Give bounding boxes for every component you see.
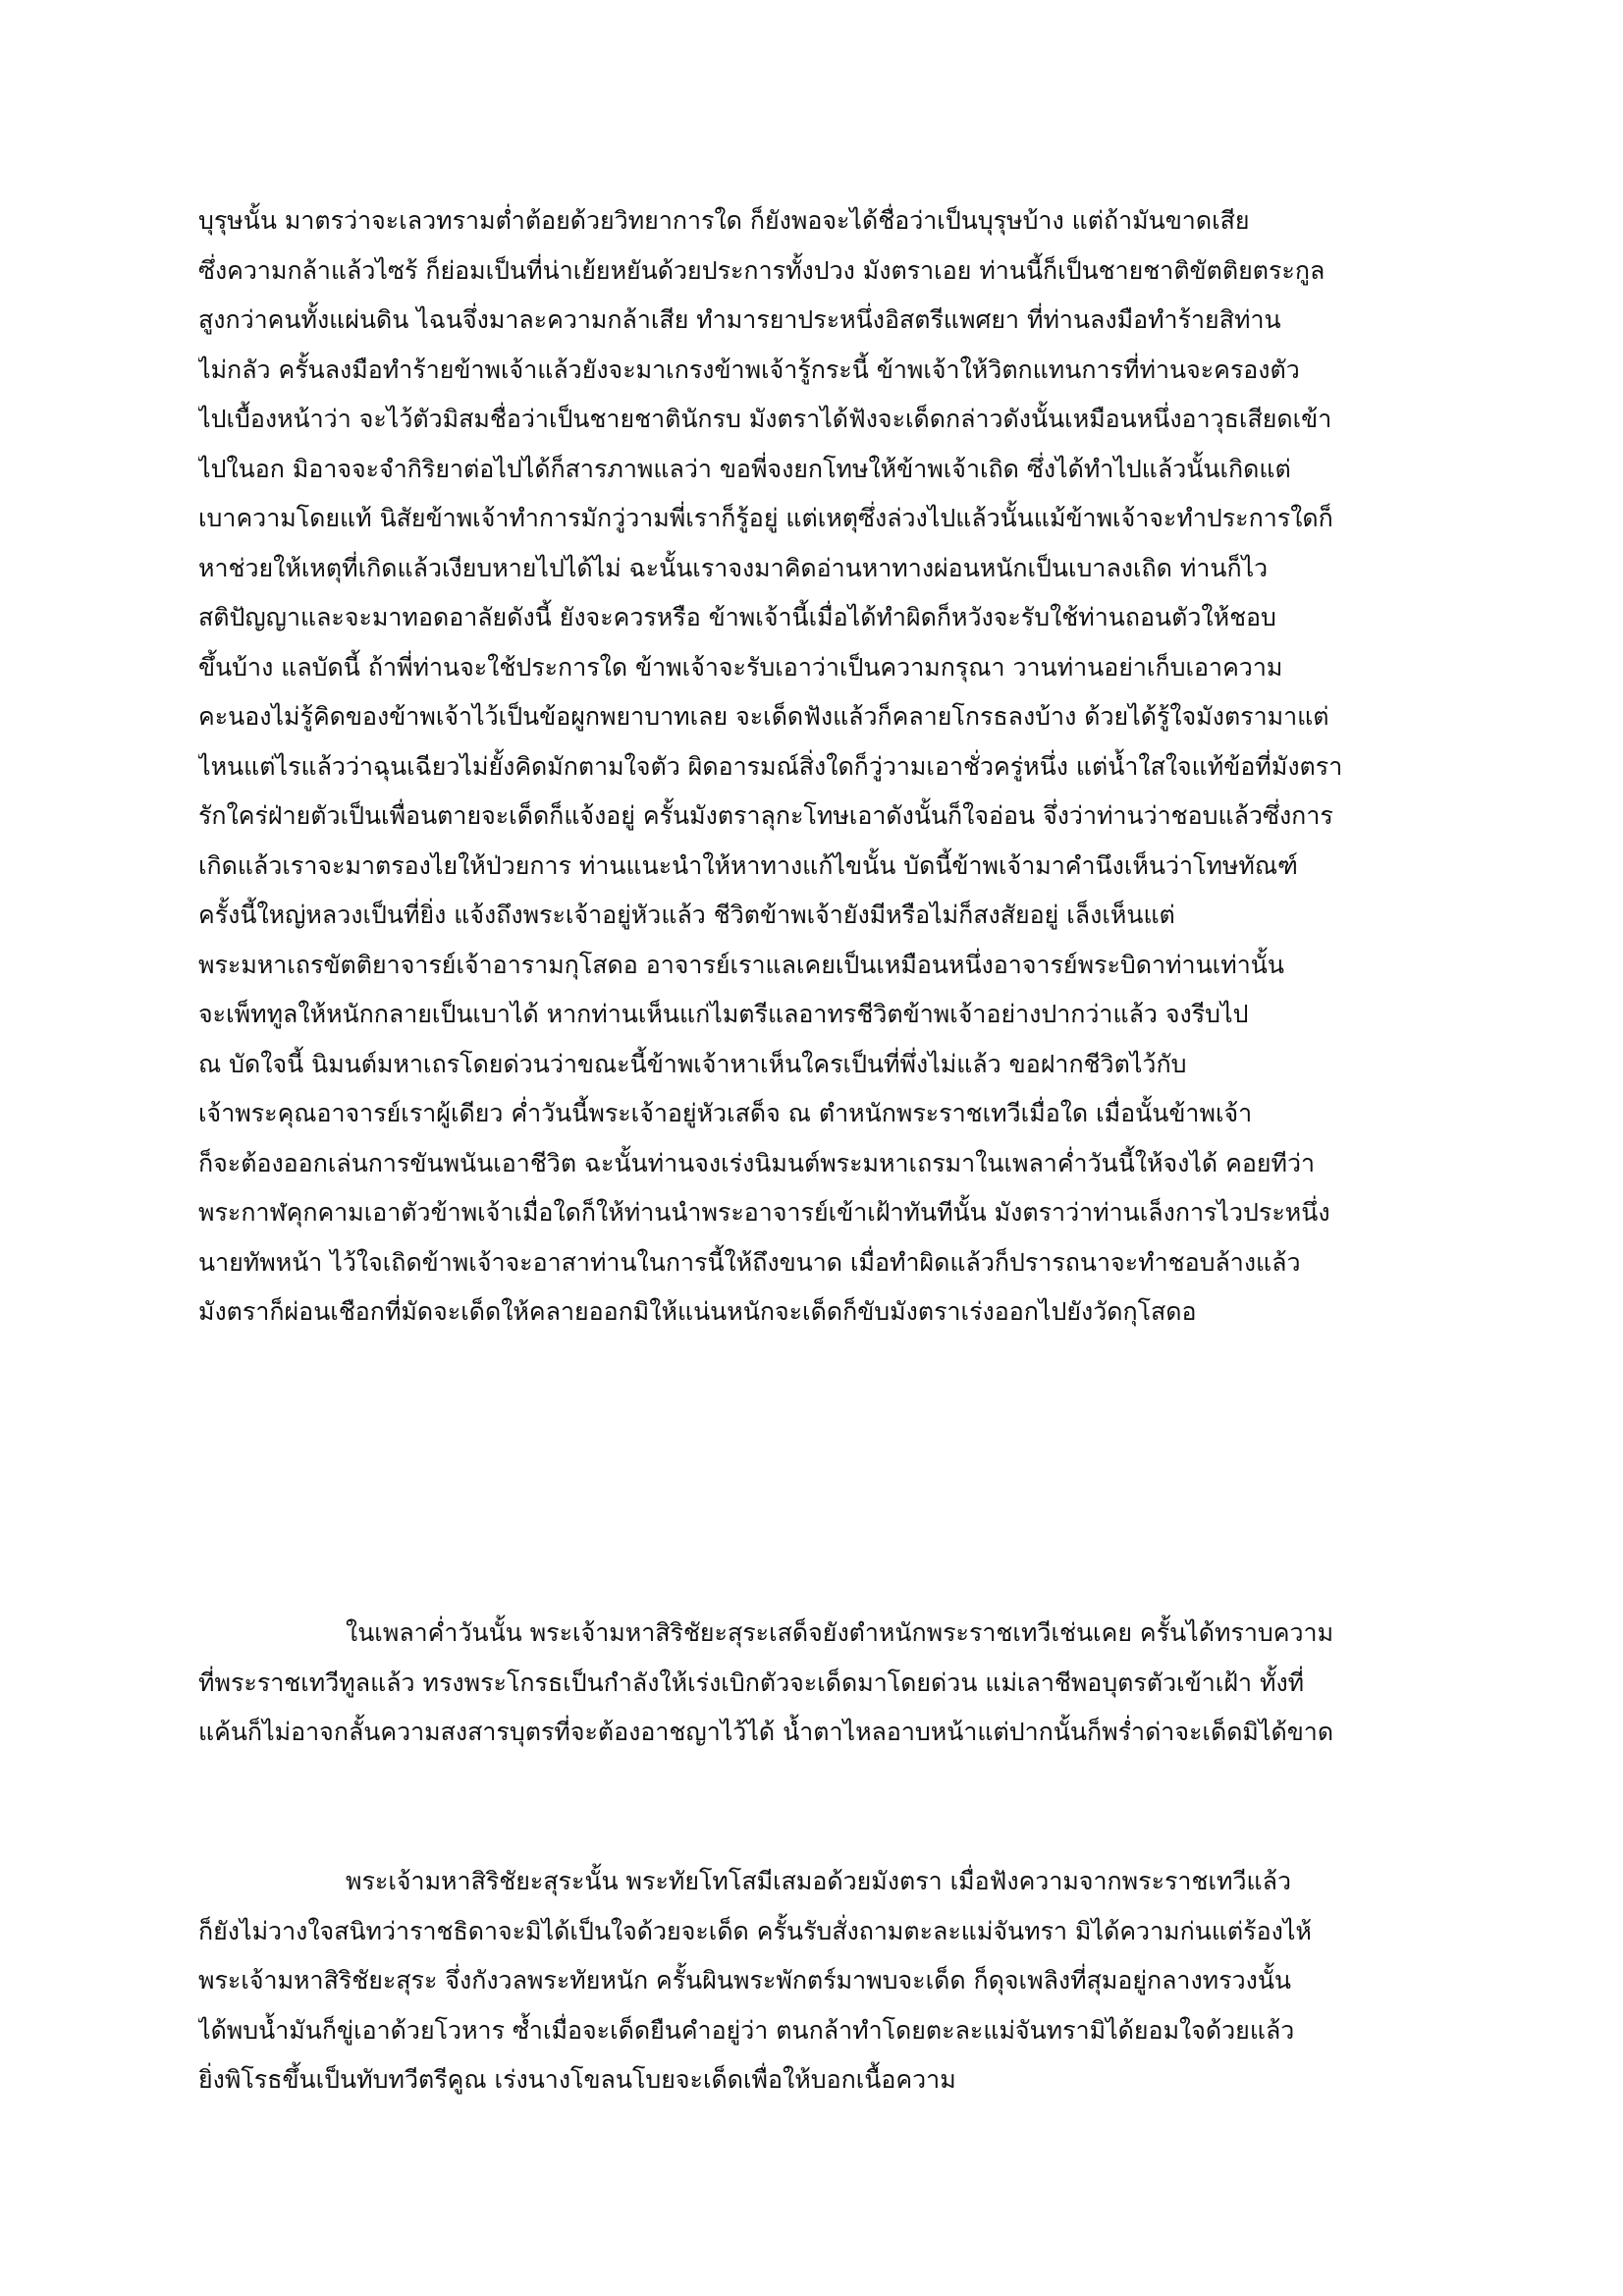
text-line: พระเจ้ามหาสิริชัยะสุระ จึ่งกังวลพระทัยหนัก ครั้นผินพระพักตร์มาพบจะเด็ด ก็ดุจเพลิงที่สุมอยู่กลางทรวงนั้น	[198, 1966, 1292, 1995]
text-line: ไม่กลัว ครั้นลงมือทำร้ายข้าพเจ้าแล้วยังจะมาเกรงข้าพเจ้ารู้กระนี้ ข้าพเจ้าให้วิตกแทนการที่ท่านจะครองตัว	[198, 355, 1300, 384]
text-line: ณ บัดใจนี้ นิมนต์มหาเถรโดยด่วนว่าขณะนี้ข้าพเจ้าหาเห็นใครเป็นที่พึ่งไม่แล้ว ขอฝากชีวิตไว้กับ	[198, 1049, 1187, 1078]
text-line: รักใคร่ฝ่ายตัวเป็นเพื่อนตายจะเด็ดก็แจ้งอยู่ ครั้นมังตราลุกะโทษเอาดังนั้นก็ใจอ่อน จึ่งว่าท่านว่าชอบแล้วซึ่งการ	[198, 801, 1333, 830]
paragraph-3	[198, 1857, 1445, 2105]
text-line: ก็ยังไม่วางใจสนิทว่าราชธิดาจะมิได้เป็นใจด้วยจะเด็ด ครั้นรับสั่งถามตะละแม่จันทรา มิได้ความก่นแต่ร้องไห้	[198, 1916, 1312, 1945]
paragraph-1	[198, 196, 1445, 1338]
text-line: มังตราก็ผ่อนเชือกที่มัดจะเด็ดให้คลายออกมิให้แน่นหนักจะเด็ดก็ขับมังตราเร่งออกไปยังวัดกุโสดอ	[198, 1297, 1197, 1326]
text-line: จะเพ็ททูลให้หนักกลายเป็นเบาได้ หากท่านเห็นแก่ไมตรีแลอาทรชีวิตข้าพเจ้าอย่างปากว่าแล้ว จงรีบไป	[198, 1000, 1249, 1028]
text-line: เจ้าพระคุณอาจารย์เราผู้เดียว ค่ำวันนี้พระเจ้าอยู่หัวเสด็จ ณ ตำหนักพระราชเทวีเมื่อใด เมื่อนั้นข้าพเจ้า	[198, 1099, 1253, 1127]
text-line: เกิดแล้วเราจะมาตรองไยให้ป่วยการ ท่านแนะนำให้หาทางแก้ไขนั้น บัดนี้ข้าพเจ้ามาคำนึงเห็นว่าโทษทัณฑ์	[198, 850, 1298, 880]
text-line: เบาความโดยแท้ นิสัยข้าพเจ้าทำการมักวู่วามพี่เราก็รู้อยู่ แต่เหตุซึ่งล่วงไปแล้วนั้นแม้ข้าพเจ้าจะทำประการใดก็	[198, 504, 1333, 532]
text-line: ไปเบื้องหน้าว่า จะไว้ตัวมิสมชื่อว่าเป็นชายชาตินักรบ มังตราได้ฟังจะเด็ดกล่าวดังนั้นเหมือนหนึ่งอาวุธเสียดเข้า	[198, 405, 1332, 433]
text-line: สติปัญญาและจะมาทอดอาลัยดังนี้ ยังจะควรหรือ ข้าพเจ้านี้เมื่อได้ทำผิดก็หวังจะรับใช้ท่านถอนตัวให้ชอบ	[198, 603, 1276, 631]
text-line: แค้นก็ไม่อาจกลั้นความสงสารบุตรที่จะต้องอาชญาไว้ได้ น้ำตาไหลอาบหน้าแต่ปากนั้นก็พร่ำด่าจะเด็ดมิได้ขาด	[198, 1718, 1334, 1746]
text-line: บุรุษนั้น มาตรว่าจะเลวทรามต่ำต้อยด้วยวิทยาการใด ก็ยังพอจะได้ชื่อว่าเป็นบุรุษบ้าง แต่ถ้ามันขาดเสีย	[198, 206, 1250, 235]
text-line: หาช่วยให้เหตุที่เกิดแล้วเงียบหายไปได้ไม่ ฉะนั้นเราจงมาคิดอ่านหาทางผ่อนหนักเป็นเบาลงเถิด ท่านก็ไว	[198, 553, 1269, 582]
text-line: สูงกว่าคนทั้งแผ่นดิน ไฉนจึ่งมาละความกล้าเสีย ทำมารยาประหนึ่งอิสตรีแพศยา ที่ท่านลงมือทำร้ายสิท่าน	[198, 305, 1281, 334]
text-line: ยิ่งพิโรธขึ้นเป็นทับทวีตรีคูณ เร่งนางโขลนโบยจะเด็ดเพื่อให้บอกเนื้อความ	[198, 2065, 956, 2094]
text-line: ซึ่งความกล้าแล้วไซร้ ก็ย่อมเป็นที่น่าเย้ยหยันด้วยประการทั้งปวง มังตราเอย ท่านนี้ก็เป็นชายชาติขัตติยตระกูล	[198, 255, 1325, 285]
text-line: พระมหาเถรขัตติยาจารย์เจ้าอารามกุโสดอ อาจารย์เราแลเคยเป็นเหมือนหนึ่งอาจารย์พระบิดาท่านเท่านั้น	[198, 950, 1284, 979]
text-line: ขึ้นบ้าง แลบัดนี้ ถ้าพี่ท่านจะใช้ประการใด ข้าพเจ้าจะรับเอาว่าเป็นความกรุณา วานท่านอย่าเก็บเอาความ	[198, 652, 1283, 682]
text-line: นายทัพหน้า ไว้ใจเถิดข้าพเจ้าจะอาสาท่านในการนี้ให้ถึงขนาด เมื่อทำผิดแล้วก็ปรารถนาจะทำชอบล้างแล้ว	[198, 1247, 1301, 1277]
text-line: พระกาฬคุกคามเอาตัวข้าพเจ้าเมื่อใดก็ให้ท่านนำพระอาจารย์เข้าเฝ้าทันทีนั้น มังตราว่าท่านเล็งการไวประหนึ่ง	[198, 1198, 1330, 1227]
paragraph-2	[198, 1609, 1445, 1758]
text-line-first: ในเพลาค่ำวันนั้น พระเจ้ามหาสิริชัยะสุระเสด็จยังตำหนักพระราชเทวีเช่นเคย ครั้นได้ทราบความ	[346, 1618, 1334, 1647]
text-line-first: พระเจ้ามหาสิริชัยะสุระนั้น พระทัยโทโสมีเสมอด้วยมังตรา เมื่อฟังความจากพระราชเทวีแล้ว	[346, 1867, 1291, 1895]
text-line: ไปในอก มิอาจจะจำกิริยาต่อไปได้ก็สารภาพแลว่า ขอพี่จงยกโทษให้ข้าพเจ้าเถิด ซึ่งได้ทำไปแล้วนั้นเกิดแต่	[198, 454, 1291, 483]
text-line: ได้พบน้ำมันก็ขู่เอาด้วยโวหาร ซ้ำเมื่อจะเด็ดยืนคำอยู่ว่า ตนกล้าทำโดยตะละแม่จันทรามิได้ยอมใจด้วยแล้ว	[198, 2015, 1295, 2045]
text-line: ไหนแต่ไรแล้วว่าฉุนเฉียวไม่ยั้งคิดมักตามใจตัว ผิดอารมณ์สิ่งใดก็วู่วามเอาชั่วครู่หนึ่ง แต่น้ำใสใจแท้ข้อที่มังตรา	[198, 751, 1343, 781]
text-line: ก็จะต้องออกเล่นการขันพนันเอาชีวิต ฉะนั้นท่านจงเร่งนิมนต์พระมหาเถรมาในเพลาค่ำวันนี้ให้จงได้ คอยทีว่า	[198, 1148, 1316, 1177]
text-line: ครั้งนี้ใหญ่หลวงเป็นที่ยิ่ง แจ้งถึงพระเจ้าอยู่หัวแล้ว ชีวิตข้าพเจ้ายังมีหรือไม่ก็สงสัยอยู่ เล็งเห็นแต่	[198, 901, 1175, 929]
text-line: คะนองไม่รู้คิดของข้าพเจ้าไว้เป็นข้อผูกพยาบาทเลย จะเด็ดฟังแล้วก็คลายโกรธลงบ้าง ด้วยได้รู้ใจมังตรามาแต่	[198, 702, 1329, 731]
text-line: ที่พระราชเทวีทูลแล้ว ทรงพระโกรธเป็นกำลังให้เร่งเบิกตัวจะเด็ดมาโดยด่วน แม่เลาชีพอบุตรตัวเข้าเฝ้า ทั้งที่	[198, 1667, 1305, 1697]
